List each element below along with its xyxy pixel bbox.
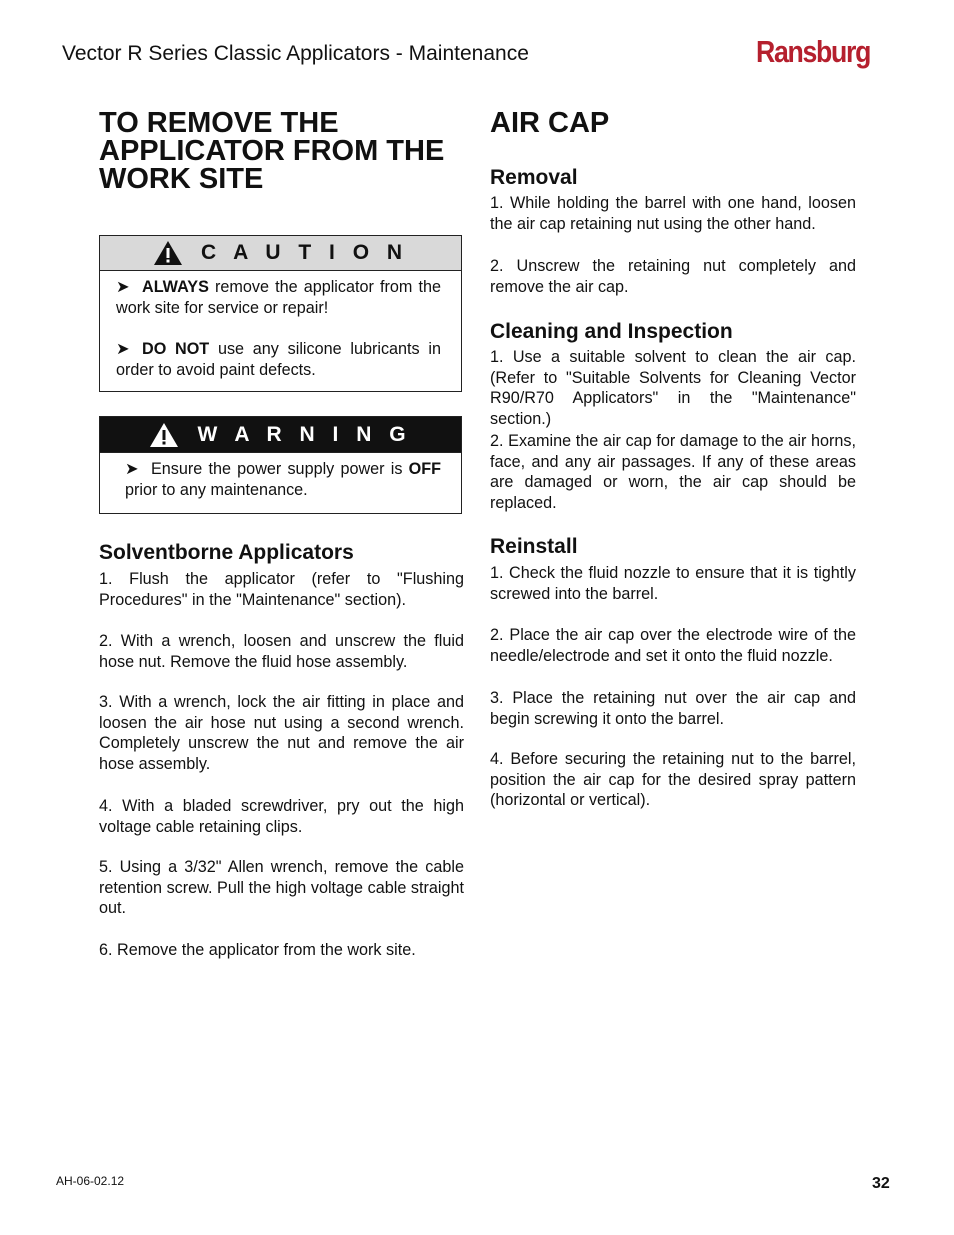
running-header: Vector R Series Classic Applicators - Maintenance xyxy=(62,42,529,65)
removal-step: 2. Unscrew the retaining nut completely and remove the air cap. xyxy=(490,257,856,296)
caution-item: ➤ DO NOT use any silicone lubricants in order to avoid paint defects. xyxy=(116,340,441,379)
solventborne-step: 6. Remove the applicator from the work site. xyxy=(99,941,416,959)
removal-heading: Removal xyxy=(490,166,578,189)
warning-box xyxy=(99,416,462,514)
arrow-bullet-icon: ➤ xyxy=(116,340,130,359)
caution-box xyxy=(99,235,462,392)
cleaning-step: 2. Examine the air cap for damage to the air horns, face, and any air passages. If any of these areas are damaged or worn, the air cap should be replaced. xyxy=(490,432,856,513)
solventborne-heading: Solventborne Applicators xyxy=(99,541,354,564)
section-title xyxy=(99,109,444,193)
warning-triangle-icon xyxy=(149,422,179,448)
section-title-line: TO REMOVE THE xyxy=(99,107,339,139)
page-number: 32 xyxy=(872,1175,890,1192)
reinstall-step: 4. Before securing the retaining nut to the barrel, position the air cap for the desired spray pattern (horizontal or vertical). xyxy=(490,750,856,810)
solventborne-step: 4. With a bladed screwdriver, pry out the high voltage cable retaining clips. xyxy=(99,797,464,836)
caution-header xyxy=(100,236,461,271)
warning-body xyxy=(100,453,461,510)
reinstall-step: 2. Place the air cap over the electrode wire of the needle/electrode and set it onto the fluid nozzle. xyxy=(490,626,856,665)
cleaning-heading: Cleaning and Inspection xyxy=(490,320,733,343)
solventborne-step: 1. Flush the applicator (refer to "Flushing Procedures" in the "Maintenance" section). xyxy=(99,570,464,609)
section-title-line: APPLICATOR FROM THE xyxy=(99,135,445,167)
removal-step: 1. While holding the barrel with one hand, loosen the air cap retaining nut using the other hand. xyxy=(490,194,856,233)
caution-body xyxy=(100,271,461,391)
arrow-bullet-icon: ➤ xyxy=(125,460,139,478)
solventborne-step: 5. Using a 3/32" Allen wrench, remove the cable retention screw. Pull the high voltage cable straight out. xyxy=(99,858,464,918)
reinstall-heading: Reinstall xyxy=(490,535,578,558)
air-cap-title: AIR CAP xyxy=(490,107,610,139)
warning-triangle-icon xyxy=(153,240,183,266)
warning-label: W A R N I N G xyxy=(197,422,412,446)
cleaning-step: 1. Use a suitable solvent to clean the air cap. (Refer to "Suitable Solvents for Cleaning Vector R90/R70 Applicators" in the "Maintenance" section.) xyxy=(490,348,856,429)
solventborne-step: 2. With a wrench, loosen and unscrew the fluid hose nut. Remove the fluid hose assembly. xyxy=(99,632,464,671)
warning-header xyxy=(100,417,461,453)
caution-item: ➤ ALWAYS remove the applicator from the work site for service or repair! xyxy=(116,278,441,317)
brand-logo: Ransburg xyxy=(756,34,871,69)
caution-label: C A U T I O N xyxy=(200,241,409,264)
solventborne-step: 3. With a wrench, lock the air fitting in place and loosen the air hose nut using a second wrench. Completely unscrew the nut and remove the air hose assembly. xyxy=(99,693,464,774)
document-code: AH-06-02.12 xyxy=(56,1174,125,1188)
warning-item: ➤ Ensure the power supply power is OFF prior to any maintenance. xyxy=(125,460,441,499)
section-title-line: WORK SITE xyxy=(99,163,264,195)
reinstall-step: 3. Place the retaining nut over the air cap and begin screwing it onto the barrel. xyxy=(490,689,856,728)
arrow-bullet-icon: ➤ xyxy=(116,278,130,296)
reinstall-step: 1. Check the fluid nozzle to ensure that it is tightly screwed into the barrel. xyxy=(490,564,856,603)
